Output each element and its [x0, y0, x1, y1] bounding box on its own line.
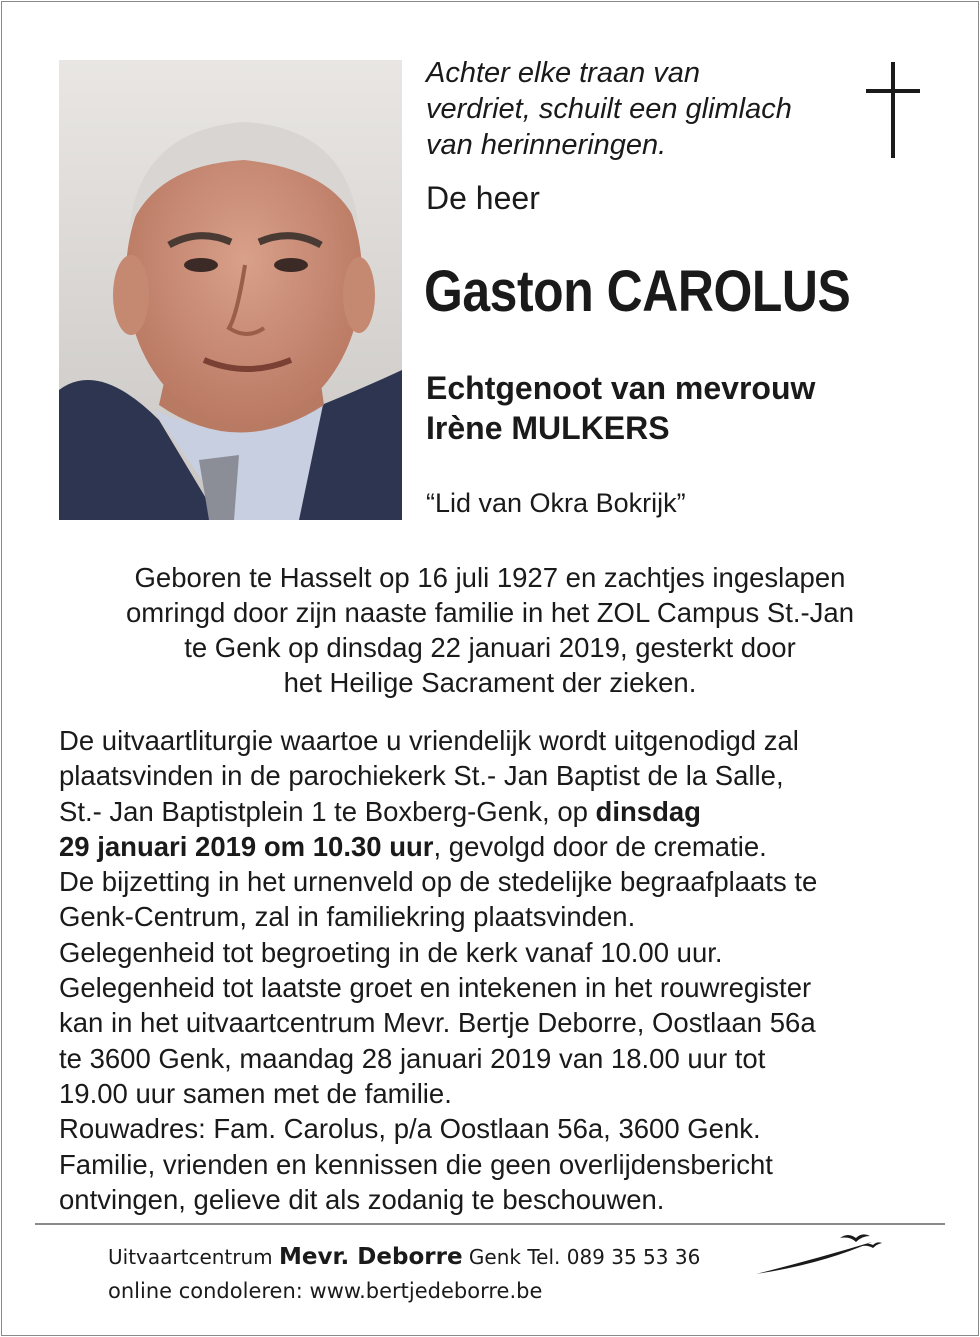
footer-divider — [35, 1223, 945, 1225]
paragraph-line — [59, 829, 939, 864]
paragraph-line: De uitvaartliturgie waartoe u vriendelijk wordt uitgenodigd zal — [59, 725, 799, 756]
paragraph-line: omringd door zijn naaste familie in het ZOL Campus St.-Jan — [125, 597, 855, 628]
deceased-name: Gaston CAROLUS — [424, 259, 851, 324]
footer-prefix: Uitvaartcentrum — [108, 1245, 273, 1269]
funeral-paragraph — [59, 723, 939, 1217]
paragraph-line: Familie, vrienden en kennissen die geen overlijdensbericht — [59, 1148, 773, 1180]
cross-icon — [864, 62, 924, 167]
paragraph-line: ontvingen, gelieve dit als zodanig te beschouwen. — [59, 1183, 665, 1215]
honorific: De heer — [426, 180, 540, 216]
paragraph-line: De bijzetting in het urnenveld op de stedelijke begraafplaats te — [59, 866, 818, 898]
funeral-date-bold: 29 januari 2019 om 10.30 uur — [59, 830, 434, 862]
paragraph-text: , gevolgd door de crematie. — [433, 830, 767, 862]
paragraph-line: het Heilige Sacrament der zieken. — [283, 667, 697, 698]
spouse-info — [426, 368, 815, 448]
footer-city-phone: Genk Tel. 089 35 53 36 — [468, 1245, 701, 1269]
spouse-line: Irène MULKERS — [426, 410, 670, 446]
paragraph-line: te 3600 Genk, maandag 28 januari 2019 van 18.00 uur tot — [59, 1042, 766, 1074]
footer-contact-line — [108, 1240, 808, 1274]
funeral-date-bold: dinsdag — [595, 795, 701, 827]
memorial-quote — [426, 55, 856, 163]
paragraph-line: kan in het uitvaartcentrum Mevr. Bertje Deborre, Oostlaan 56a — [59, 1007, 816, 1039]
paragraph-line: te Genk op dinsdag 22 januari 2019, gesterkt door — [184, 632, 796, 663]
paragraph-line — [59, 794, 939, 829]
portrait-photo — [59, 60, 402, 520]
footer — [108, 1240, 808, 1308]
paragraph-line: Genk-Centrum, zal in familiekring plaatsvinden. — [59, 901, 636, 933]
spouse-line: Echtgenoot van mevrouw — [426, 370, 816, 406]
quote-line: Achter elke traan van — [426, 57, 701, 89]
quote-line: verdriet, schuilt een glimlach — [426, 93, 792, 125]
birds-logo-icon — [752, 1230, 882, 1285]
paragraph-line: 19.00 uur samen met de familie. — [59, 1077, 452, 1109]
footer-online-link[interactable]: online condoleren: www.bertjedeborre.be — [108, 1279, 543, 1303]
paragraph-line: Gelegenheid tot begroeting in de kerk vanaf 10.00 uur. — [59, 936, 723, 968]
quote-line: van herinneringen. — [426, 129, 667, 161]
paragraph-line: plaatsvinden in de parochiekerk St.- Jan Baptist de la Salle, — [59, 760, 784, 792]
footer-brand: Mevr. Deborre — [279, 1244, 463, 1270]
paragraph-line: Rouwadres: Fam. Carolus, p/a Oostlaan 56a, 3600 Genk. — [59, 1113, 761, 1145]
paragraph-line: Geboren te Hasselt op 16 juli 1927 en zachtjes ingeslapen — [134, 562, 846, 593]
membership-note: “Lid van Okra Bokrijk” — [426, 488, 686, 518]
paragraph-text: St.- Jan Baptistplein 1 te Boxberg-Genk, op — [59, 795, 596, 827]
paragraph-line: Gelegenheid tot laatste groet en intekenen in het rouwregister — [59, 972, 812, 1004]
birth-paragraph — [40, 560, 940, 700]
